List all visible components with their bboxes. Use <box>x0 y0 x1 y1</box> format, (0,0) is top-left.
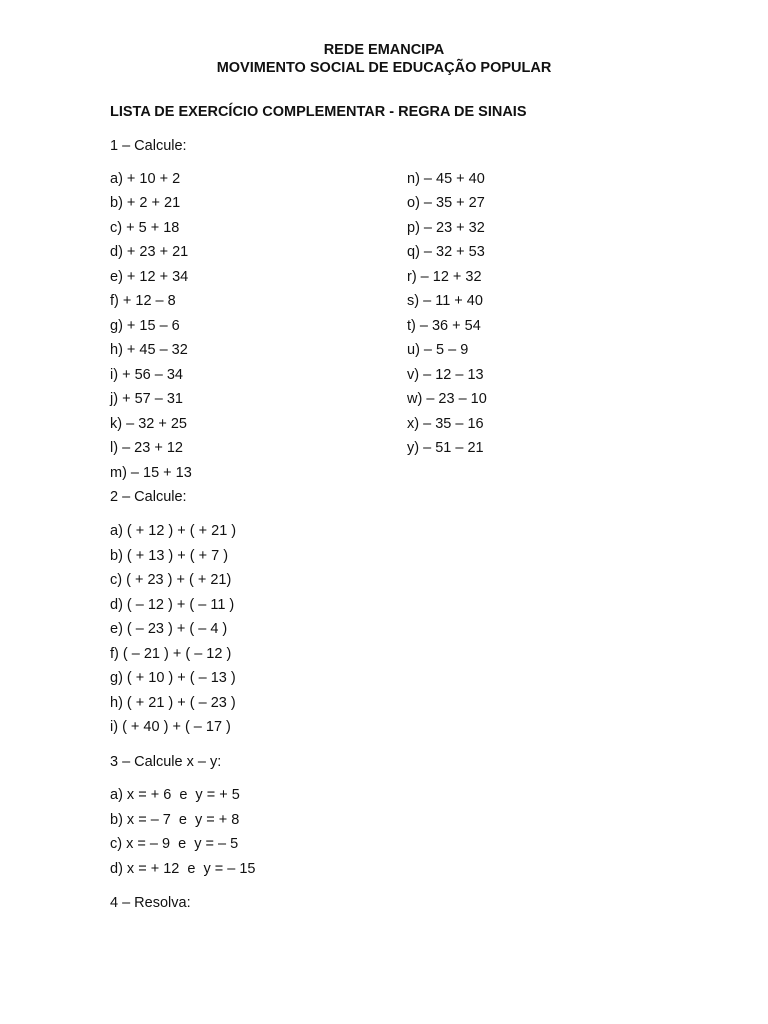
exercise-item: a) x = + 6 e y = + 5 <box>110 787 240 803</box>
exercise-item: b) + 2 + 21 <box>110 195 181 211</box>
exercise-item: d) x = + 12 e y = – 15 <box>110 861 256 877</box>
exercise-item: u) – 5 – 9 <box>407 342 469 358</box>
exercise-item: i) + 56 – 34 <box>110 367 183 383</box>
exercise-item: r) – 12 + 32 <box>407 269 482 285</box>
exercise-item: p) – 23 + 32 <box>407 220 485 236</box>
exercise-item: b) x = – 7 e y = + 8 <box>110 812 240 828</box>
exercise-item: j) + 57 – 31 <box>110 391 183 407</box>
exercise-item: n) – 45 + 40 <box>407 171 485 187</box>
exercise-item: f) ( – 21 ) + ( – 12 ) <box>110 646 232 662</box>
exercise-item: m) – 15 + 13 <box>110 465 192 481</box>
exercise-item: y) – 51 – 21 <box>407 440 484 456</box>
exercise-item: k) – 32 + 25 <box>110 416 187 432</box>
worksheet-subtitle: LISTA DE EXERCÍCIO COMPLEMENTAR - REGRA DE SINAIS <box>110 104 527 120</box>
header-title-line2: MOVIMENTO SOCIAL DE EDUCAÇÃO POPULAR <box>216 60 552 76</box>
exercise-item: i) ( + 40 ) + ( – 17 ) <box>110 719 231 735</box>
exercise-item: t) – 36 + 54 <box>407 318 481 334</box>
exercise-item: s) – 11 + 40 <box>407 293 483 309</box>
exercise-item: b) ( + 13 ) + ( + 7 ) <box>110 548 229 564</box>
section3-heading: 3 – Calcule x – y: <box>110 754 222 770</box>
exercise-item: o) – 35 + 27 <box>407 195 485 211</box>
section1-heading: 1 – Calcule: <box>110 138 187 154</box>
exercise-item: h) + 45 – 32 <box>110 342 188 358</box>
exercise-item: d) ( – 12 ) + ( – 11 ) <box>110 597 235 613</box>
section2-heading: 2 – Calcule: <box>110 489 187 505</box>
exercise-item: g) + 15 – 6 <box>110 318 180 334</box>
exercise-item: c) + 5 + 18 <box>110 220 180 236</box>
exercise-item: w) – 23 – 10 <box>407 391 487 407</box>
exercise-item: e) ( – 23 ) + ( – 4 ) <box>110 621 228 637</box>
exercise-item: a) + 10 + 2 <box>110 171 181 187</box>
exercise-item: a) ( + 12 ) + ( + 21 ) <box>110 523 237 539</box>
header-title-line1: REDE EMANCIPA <box>323 42 445 58</box>
exercise-item: c) ( + 23 ) + ( + 21) <box>110 572 232 588</box>
exercise-item: d) + 23 + 21 <box>110 244 189 260</box>
exercise-item: q) – 32 + 53 <box>407 244 485 260</box>
exercise-item: f) + 12 – 8 <box>110 293 176 309</box>
section4-heading: 4 – Resolva: <box>110 895 191 911</box>
exercise-item: x) – 35 – 16 <box>407 416 484 432</box>
exercise-item: l) – 23 + 12 <box>110 440 183 456</box>
exercise-item: c) x = – 9 e y = – 5 <box>110 836 239 852</box>
exercise-item: v) – 12 – 13 <box>407 367 484 383</box>
exercise-item: g) ( + 10 ) + ( – 13 ) <box>110 670 236 686</box>
exercise-item: e) + 12 + 34 <box>110 269 189 285</box>
exercise-item: h) ( + 21 ) + ( – 23 ) <box>110 695 236 711</box>
